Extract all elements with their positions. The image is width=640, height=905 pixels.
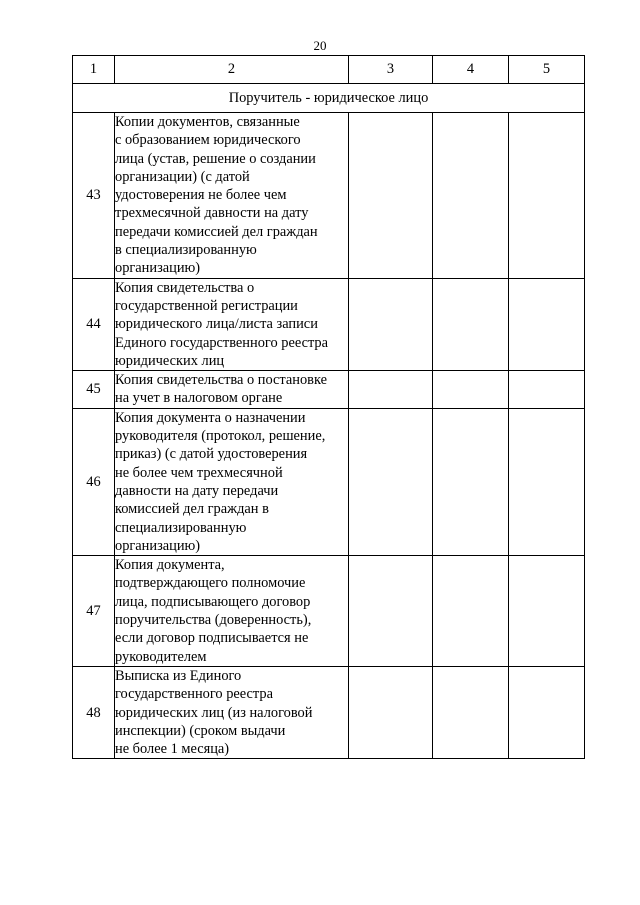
header-row [73,56,585,84]
row-description: Копия свидетельства о государственной регистрации юридического лица/листа записи Единого государственного реестра юридических лиц [115,278,349,370]
section-row [73,84,585,113]
header-col-4: 4 [433,56,509,84]
row-cell-3 [349,408,433,555]
row-description: Копия свидетельства о постановке на учет в налоговом органе [115,371,349,409]
row-cell-5 [509,556,585,667]
row-cell-4 [433,371,509,409]
table-row [73,666,585,758]
row-cell-5 [509,113,585,279]
row-description: Копия документа о назначении руководителя (протокол, решение, приказ) (с датой удостоверения не более чем трехмесячной давности на дату передачи комиссией дел граждан в специализированную организацию) [115,408,349,555]
row-cell-4 [433,113,509,279]
row-cell-5 [509,408,585,555]
row-number: 43 [73,113,115,279]
row-cell-4 [433,408,509,555]
row-cell-5 [509,278,585,370]
row-description: Выписка из Единого государственного реестра юридических лиц (из налоговой инспекции) (сроком выдачи не более 1 месяца) [115,666,349,758]
row-cell-4 [433,278,509,370]
row-cell-3 [349,371,433,409]
table-row [73,278,585,370]
table-row [73,556,585,667]
row-number: 46 [73,408,115,555]
row-cell-3 [349,556,433,667]
table-row [73,113,585,279]
row-number: 47 [73,556,115,667]
row-description: Копия документа, подтверждающего полномочие лица, подписывающего договор поручительства (доверенность), если договор подписывается не руководителем [115,556,349,667]
section-title: Поручитель - юридическое лицо [73,84,585,113]
header-col-3: 3 [349,56,433,84]
row-cell-4 [433,556,509,667]
row-number: 45 [73,371,115,409]
table-row [73,371,585,409]
row-number: 44 [73,278,115,370]
documents-table [72,55,585,759]
page-number: 20 [313,38,327,53]
row-number: 48 [73,666,115,758]
row-description: Копии документов, связанные с образованием юридического лица (устав, решение о создании организации) (с датой удостоверения не более чем трехмесячной давности на дату передачи комиссией дел граждан в специализированную организацию) [115,113,349,279]
row-cell-4 [433,666,509,758]
row-cell-5 [509,371,585,409]
header-col-1: 1 [73,56,115,84]
row-cell-3 [349,113,433,279]
row-cell-5 [509,666,585,758]
row-cell-3 [349,666,433,758]
header-col-5: 5 [509,56,585,84]
row-cell-3 [349,278,433,370]
header-col-2: 2 [115,56,349,84]
table-row [73,408,585,555]
